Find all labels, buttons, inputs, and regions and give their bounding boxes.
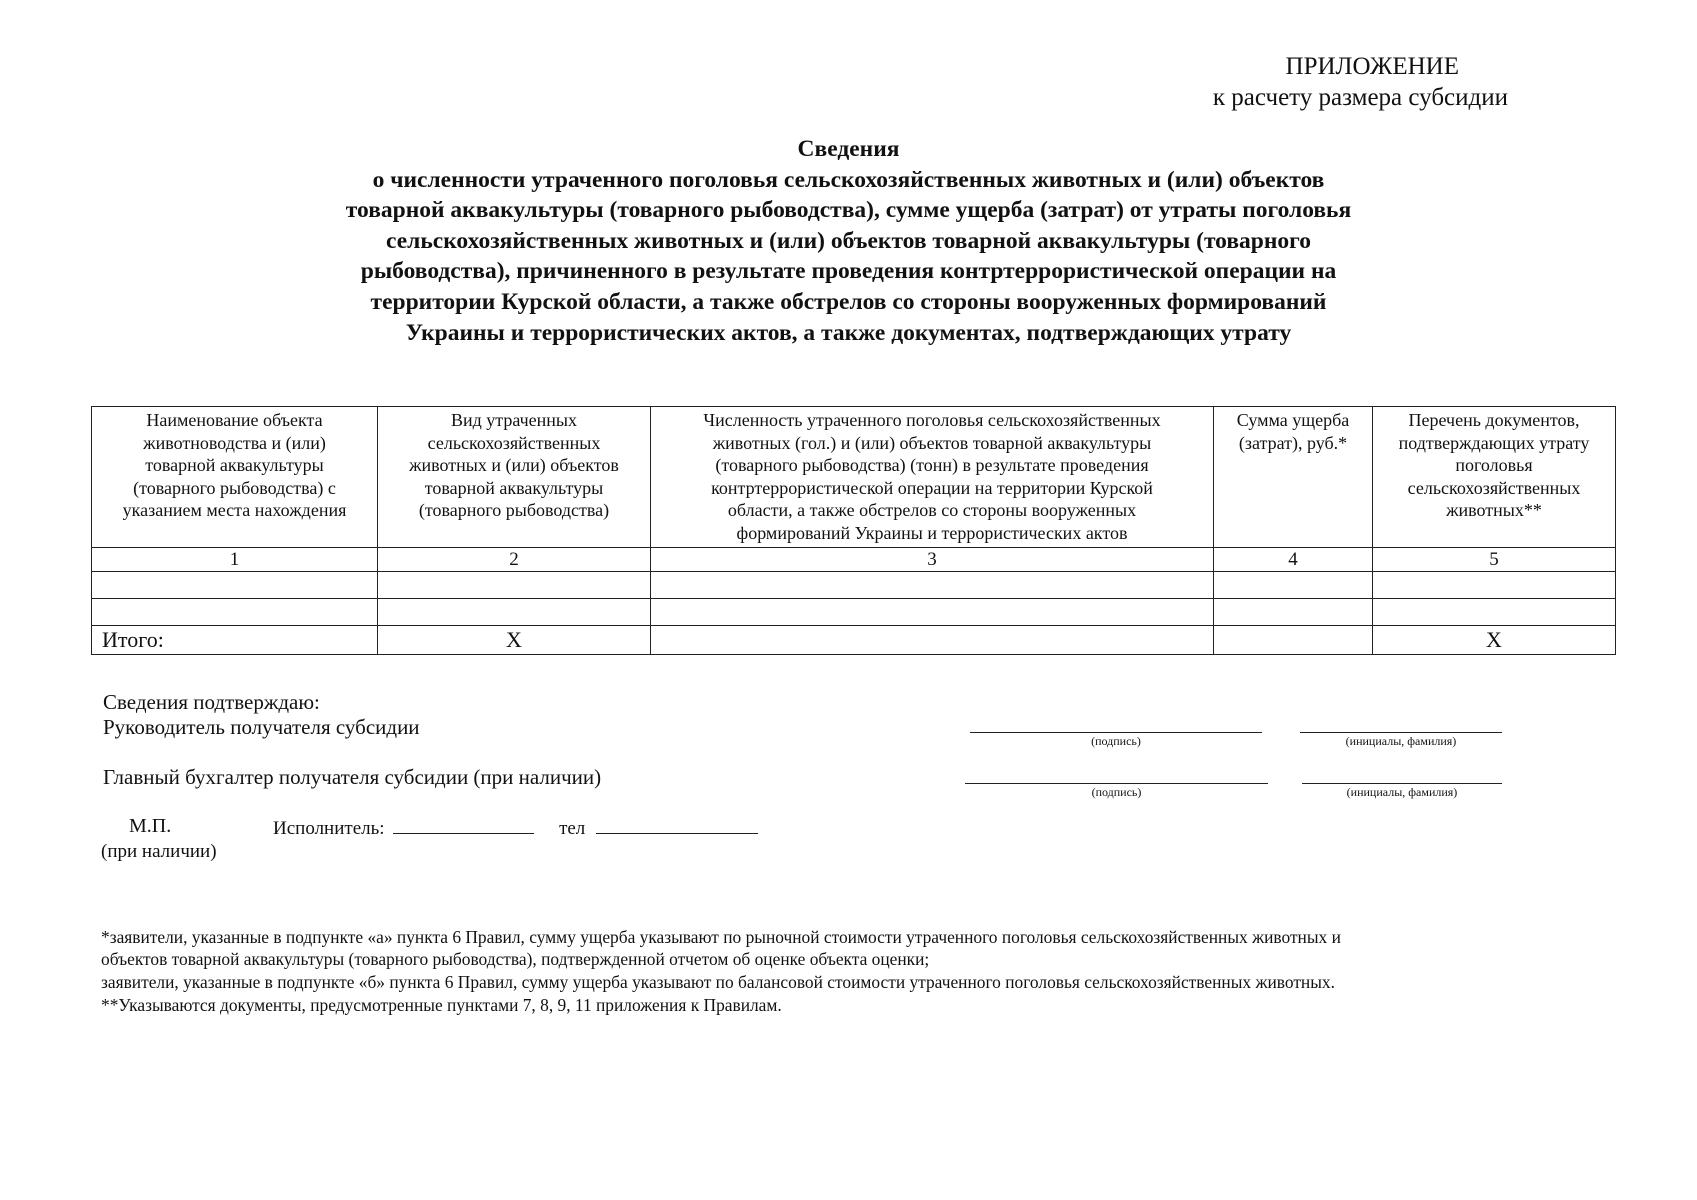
header-cell-damage-sum bbox=[1214, 407, 1373, 548]
total-cell: Х bbox=[1373, 626, 1616, 655]
header-text: Сумма ущерба bbox=[1236, 410, 1350, 430]
executor-label: Исполнитель: bbox=[273, 818, 385, 839]
total-cell bbox=[1214, 626, 1373, 655]
column-number-row bbox=[92, 548, 1616, 572]
annex-title: ПРИЛОЖЕНИЕ bbox=[1285, 53, 1459, 80]
phone-field bbox=[596, 815, 758, 834]
header-text: контртеррористической операции на территории Курской bbox=[711, 477, 1153, 498]
heading-line: товарной аквакультуры (товарного рыбоводства), сумме ущерба (затрат) от утраты поголовья bbox=[345, 197, 1352, 224]
header-text: животноводства и (или) bbox=[143, 432, 326, 453]
heading-line: сельскохозяйственных животных и (или) объектов товарной аквакультуры (товарного bbox=[386, 227, 1311, 254]
heading-line: рыбоводства), причиненного в результате проведения контртеррористической операции на bbox=[360, 258, 1337, 285]
table-cell bbox=[651, 572, 1214, 599]
header-text: указанием места нахождения bbox=[122, 500, 347, 520]
column-number: 3 bbox=[651, 548, 1214, 572]
signature-caption: (подпись) bbox=[1091, 734, 1141, 748]
heading-line: территории Курской области, а также обстрелов со стороны вооруженных формирований bbox=[370, 288, 1327, 315]
header-text: области, а также обстрелов со стороны вооруженных bbox=[727, 500, 1137, 520]
column-number: 2 bbox=[378, 548, 651, 572]
header-text: (товарного рыбоводства) (тонн) в результате проведения bbox=[715, 455, 1149, 475]
header-cell-object-name bbox=[92, 407, 378, 548]
column-number: 4 bbox=[1214, 548, 1373, 572]
total-label: Итого: bbox=[92, 626, 378, 655]
phone-label: тел bbox=[559, 818, 586, 839]
confirm-label: Сведения подтверждаю: bbox=[103, 690, 320, 714]
header-cell-quantity bbox=[651, 407, 1214, 548]
header-text: формирований Украины и террористических актов bbox=[736, 522, 1128, 543]
table-cell bbox=[1214, 572, 1373, 599]
executor-row bbox=[273, 815, 758, 842]
table-cell bbox=[1373, 599, 1616, 626]
total-row bbox=[92, 626, 1616, 655]
table-cell bbox=[378, 572, 651, 599]
name-caption: (инициалы, фамилия) bbox=[1346, 785, 1458, 799]
losses-table bbox=[91, 406, 1616, 655]
heading-line: Украины и террористических актов, а также документах, подтверждающих утрату bbox=[405, 319, 1292, 346]
signature-caption: (подпись) bbox=[1091, 785, 1142, 799]
table-row bbox=[92, 572, 1616, 599]
executor-field bbox=[393, 815, 534, 834]
accountant-signature-line bbox=[965, 783, 1268, 784]
heading-line: Сведения bbox=[797, 136, 900, 162]
footnote-line: заявители, указанные в подпункте «б» пункта 6 Правил, сумму ущерба указывают по балансовой стоимости утраченного поголовья сельскохозяйственных животных. bbox=[101, 972, 1335, 992]
header-text: Перечень документов, bbox=[1408, 410, 1580, 430]
column-number: 5 bbox=[1373, 548, 1616, 572]
header-text: товарной аквакультуры bbox=[145, 455, 324, 475]
table-cell bbox=[651, 599, 1214, 626]
header-text: сельскохозяйственных bbox=[427, 432, 601, 453]
header-text: животных и (или) объектов bbox=[409, 455, 619, 475]
header-text: (затрат), руб.* bbox=[1238, 432, 1348, 453]
table-row bbox=[92, 599, 1616, 626]
total-cell: Х bbox=[378, 626, 651, 655]
header-cell-type bbox=[378, 407, 651, 548]
head-name-line bbox=[1300, 732, 1502, 733]
column-number: 1 bbox=[92, 548, 378, 572]
total-cell bbox=[651, 626, 1214, 655]
header-text: Численность утраченного поголовья сельскохозяйственных bbox=[703, 410, 1161, 430]
stamp-label: М.П. bbox=[129, 815, 172, 837]
table-cell bbox=[1214, 599, 1373, 626]
header-cell-documents bbox=[1373, 407, 1616, 548]
accountant-label: Главный бухгалтер получателя субсидии (при наличии) bbox=[103, 765, 602, 789]
head-signature-line bbox=[970, 732, 1262, 733]
head-label: Руководитель получателя субсидии bbox=[103, 715, 420, 739]
heading-line: о численности утраченного поголовья сельскохозяйственных животных и (или) объектов bbox=[372, 166, 1325, 193]
header-text: (товарного рыбоводства) с bbox=[133, 477, 336, 498]
header-text: поголовья bbox=[1455, 455, 1533, 475]
header-text: (товарного рыбоводства) bbox=[418, 500, 610, 520]
table-cell bbox=[378, 599, 651, 626]
table-cell bbox=[92, 599, 378, 626]
header-text: Наименование объекта bbox=[146, 410, 323, 430]
accountant-name-line bbox=[1302, 783, 1502, 784]
footnote-line: объектов товарной аквакультуры (товарного рыбоводства), подтвержденной отчетом об оценке объекта оценки; bbox=[101, 949, 930, 969]
header-text: товарной аквакультуры bbox=[424, 477, 604, 498]
header-text: Вид утраченных bbox=[450, 410, 578, 430]
document-heading bbox=[0, 134, 1697, 348]
name-caption: (инициалы, фамилия) bbox=[1345, 734, 1457, 748]
annex-subtitle: к расчету размера субсидии bbox=[1212, 84, 1508, 111]
header-row bbox=[92, 407, 1616, 548]
table-cell bbox=[1373, 572, 1616, 599]
header-text: животных (гол.) и (или) объектов товарной аквакультуры bbox=[712, 432, 1152, 453]
header-text: подтверждающих утрату bbox=[1398, 432, 1590, 453]
header-text: животных** bbox=[1446, 500, 1542, 520]
header-text: сельскохозяйственных bbox=[1407, 477, 1581, 498]
footnote-line: **Указываются документы, предусмотренные пунктами 7, 8, 9, 11 приложения к Правилам. bbox=[101, 995, 782, 1015]
footnote-line: *заявители, указанные в подпункте «а» пункта 6 Правил, сумму ущерба указывают по рыночной стоимости утраченного поголовья сельскохозяйственных животных и bbox=[101, 927, 1341, 947]
stamp-note: (при наличии) bbox=[101, 841, 217, 862]
table-cell bbox=[92, 572, 378, 599]
